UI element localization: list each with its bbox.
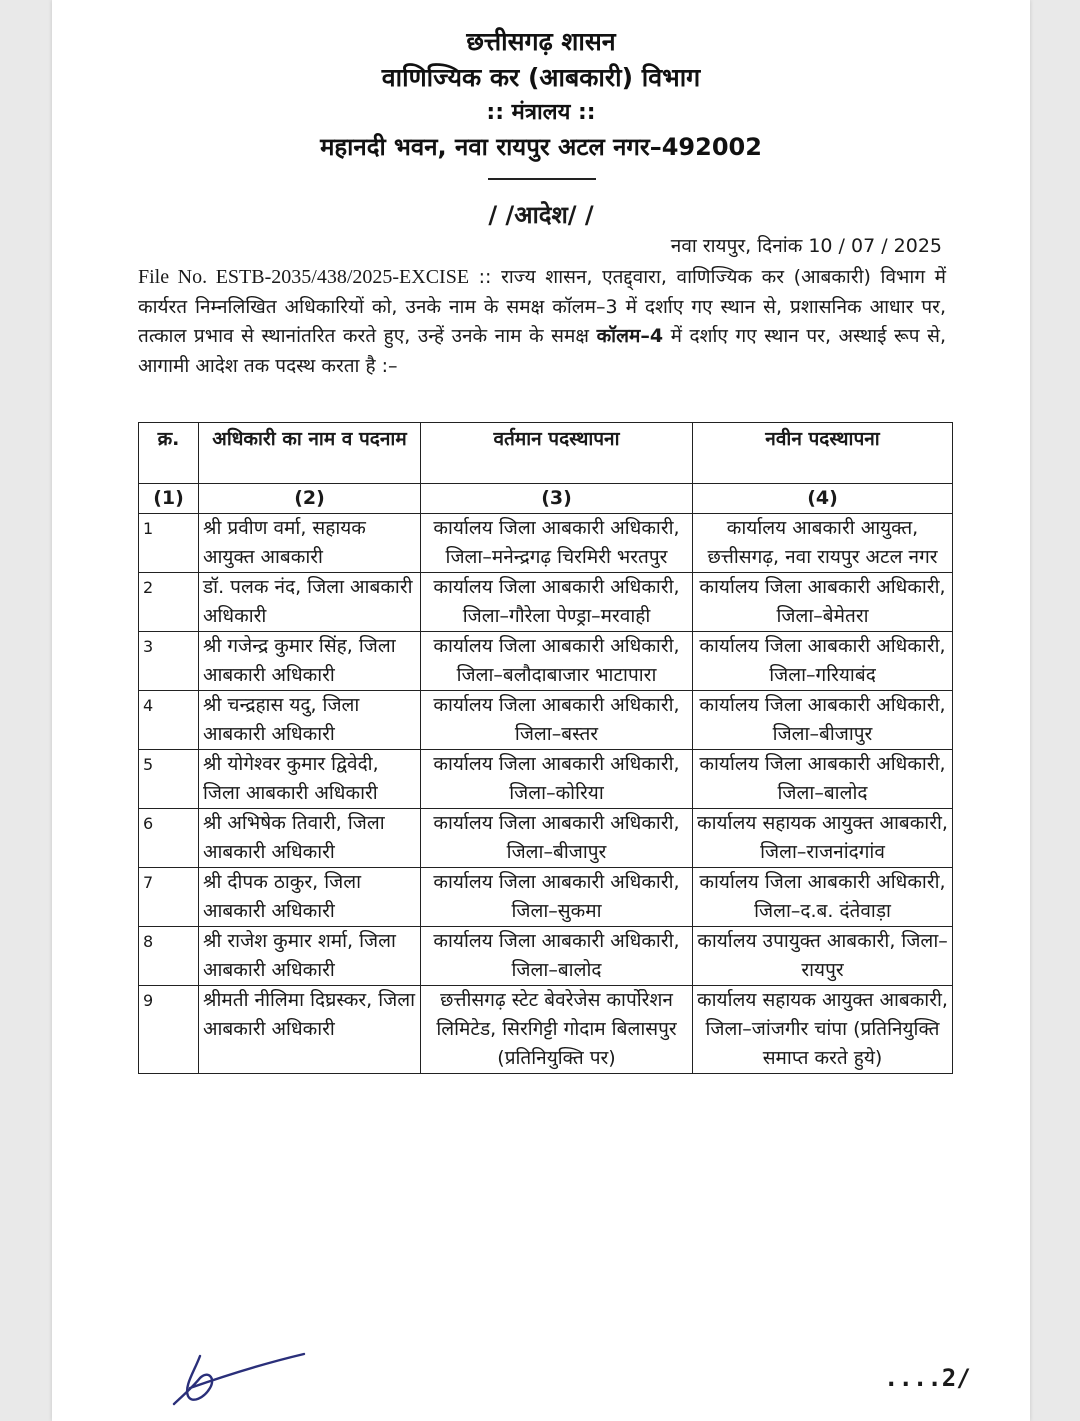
officer-name: श्री चन्द्रहास यदु, जिला आबकारी अधिकारी	[199, 691, 421, 750]
table-row	[139, 986, 953, 1074]
current-posting: कार्यालय जिला आबकारी अधिकारी, जिला–मनेन्द्रगढ़ चिरमिरी भरतपुर	[421, 514, 693, 573]
govt-title: छत्तीसगढ़ शासन	[466, 27, 616, 56]
signature-mark	[170, 1348, 310, 1410]
col-number: (1)	[139, 484, 199, 514]
new-posting: कार्यालय सहायक आयुक्त आबकारी, जिला–जांजगीर चांपा (प्रतिनियुक्ति समाप्त करते हुये)	[693, 986, 953, 1074]
order-intro-paragraph	[138, 263, 946, 381]
intro-text-2: में दर्शाए गए स्थान पर, अस्थाई रूप से, आगामी आदेश तक पदस्थ करता है :–	[138, 325, 946, 377]
officer-name: श्री गजेन्द्र कुमार सिंह, जिला आबकारी अधिकारी	[199, 632, 421, 691]
table-row	[139, 691, 953, 750]
header-new-posting: नवीन पदस्थापना	[693, 423, 953, 484]
new-posting: कार्यालय जिला आबकारी अधिकारी, जिला–बीजापुर	[693, 691, 953, 750]
current-posting: छत्तीसगढ़ स्टेट बेवरेजेस कार्पोरेशन लिमिटेड, सिरगिट्टी गोदाम बिलासपुर (प्रतिनियुक्ति पर)	[421, 986, 693, 1074]
order-date: नवा रायपुर, दिनांक 10 / 07 / 2025	[670, 235, 942, 257]
current-posting: कार्यालय जिला आबकारी अधिकारी, जिला–बस्तर	[421, 691, 693, 750]
col-number: (3)	[421, 484, 693, 514]
table-row	[139, 809, 953, 868]
intro-bold-column: कॉलम–4	[596, 325, 664, 347]
new-posting: कार्यालय जिला आबकारी अधिकारी, जिला–गरियाबंद	[693, 632, 953, 691]
officer-name: श्री राजेश कुमार शर्मा, जिला आबकारी अधिकारी	[199, 927, 421, 986]
serial-number: 7	[139, 868, 199, 927]
new-posting: कार्यालय आबकारी आयुक्त, छत्तीसगढ़, नवा रायपुर अटल नगर	[693, 514, 953, 573]
officer-name: श्रीमती नीलिमा दिघ्रस्कर, जिला आबकारी अधिकारी	[199, 986, 421, 1074]
current-posting: कार्यालय जिला आबकारी अधिकारी, जिला–बालोद	[421, 927, 693, 986]
serial-number: 3	[139, 632, 199, 691]
new-posting: कार्यालय जिला आबकारी अधिकारी, जिला–बेमेतरा	[693, 573, 953, 632]
current-posting: कार्यालय जिला आबकारी अधिकारी, जिला–कोरिया	[421, 750, 693, 809]
serial-number: 6	[139, 809, 199, 868]
officer-name: श्री योगेश्वर कुमार द्विवेदी, जिला आबकारी अधिकारी	[199, 750, 421, 809]
current-posting: कार्यालय जिला आबकारी अधिकारी, जिला–बीजापुर	[421, 809, 693, 868]
serial-number: 5	[139, 750, 199, 809]
serial-number: 8	[139, 927, 199, 986]
table-row	[139, 632, 953, 691]
intro-text-1: :: राज्य शासन, एतद्द्वारा, वाणिज्यिक कर (आबकारी) विभाग में कार्यरत निम्नलिखित अधिकारियों को, उनके नाम के समक्ष कॉलम–3 में दर्शाए गए स्थान से, प्रशासनिक आधार पर, तत्काल प्रभाव से स्थानांतरित करते हुए, उन्हें उनके नाम के समक्ष	[138, 266, 946, 347]
table-row	[139, 868, 953, 927]
header-current-posting: वर्तमान पदस्थापना	[421, 423, 693, 484]
department-title: वाणिज्यिक कर (आबकारी) विभाग	[381, 63, 701, 92]
new-posting: कार्यालय जिला आबकारी अधिकारी, जिला–बालोद	[693, 750, 953, 809]
new-posting: कार्यालय सहायक आयुक्त आबकारी, जिला–राजनांदगांव	[693, 809, 953, 868]
serial-number: 4	[139, 691, 199, 750]
new-posting: कार्यालय उपायुक्त आबकारी, जिला–रायपुर	[693, 927, 953, 986]
address-line: महानदी भवन, नवा रायपुर अटल नगर–492002	[320, 133, 762, 161]
transfer-table	[138, 422, 953, 1074]
ministry-label: :: मंत्रालय ::	[486, 100, 596, 125]
serial-number: 1	[139, 514, 199, 573]
col-number: (2)	[199, 484, 421, 514]
header-divider	[488, 178, 596, 180]
table-header-row	[139, 423, 953, 484]
order-title: / /आदेश/ /	[488, 201, 594, 229]
page-continuation: ....2/	[884, 1364, 971, 1392]
table-row	[139, 573, 953, 632]
table-row	[139, 750, 953, 809]
officer-name: श्री प्रवीण वर्मा, सहायक आयुक्त आबकारी	[199, 514, 421, 573]
document-page	[52, 0, 1030, 1421]
column-number-row	[139, 484, 953, 514]
serial-number: 2	[139, 573, 199, 632]
file-number: File No. ESTB-2035/438/2025-EXCISE	[138, 266, 470, 288]
col-number: (4)	[693, 484, 953, 514]
table-row	[139, 514, 953, 573]
header-serial: क्र.	[139, 423, 199, 484]
officer-name: श्री अभिषेक तिवारी, जिला आबकारी अधिकारी	[199, 809, 421, 868]
new-posting: कार्यालय जिला आबकारी अधिकारी, जिला–द.ब. दंतेवाड़ा	[693, 868, 953, 927]
officer-name: श्री दीपक ठाकुर, जिला आबकारी अधिकारी	[199, 868, 421, 927]
header-officer-name: अधिकारी का नाम व पदनाम	[199, 423, 421, 484]
table-row	[139, 927, 953, 986]
officer-name: डॉ. पलक नंद, जिला आबकारी अधिकारी	[199, 573, 421, 632]
current-posting: कार्यालय जिला आबकारी अधिकारी, जिला–गौरेला पेण्ड्रा–मरवाही	[421, 573, 693, 632]
current-posting: कार्यालय जिला आबकारी अधिकारी, जिला–सुकमा	[421, 868, 693, 927]
current-posting: कार्यालय जिला आबकारी अधिकारी, जिला–बलौदाबाजार भाटापारा	[421, 632, 693, 691]
serial-number: 9	[139, 986, 199, 1074]
